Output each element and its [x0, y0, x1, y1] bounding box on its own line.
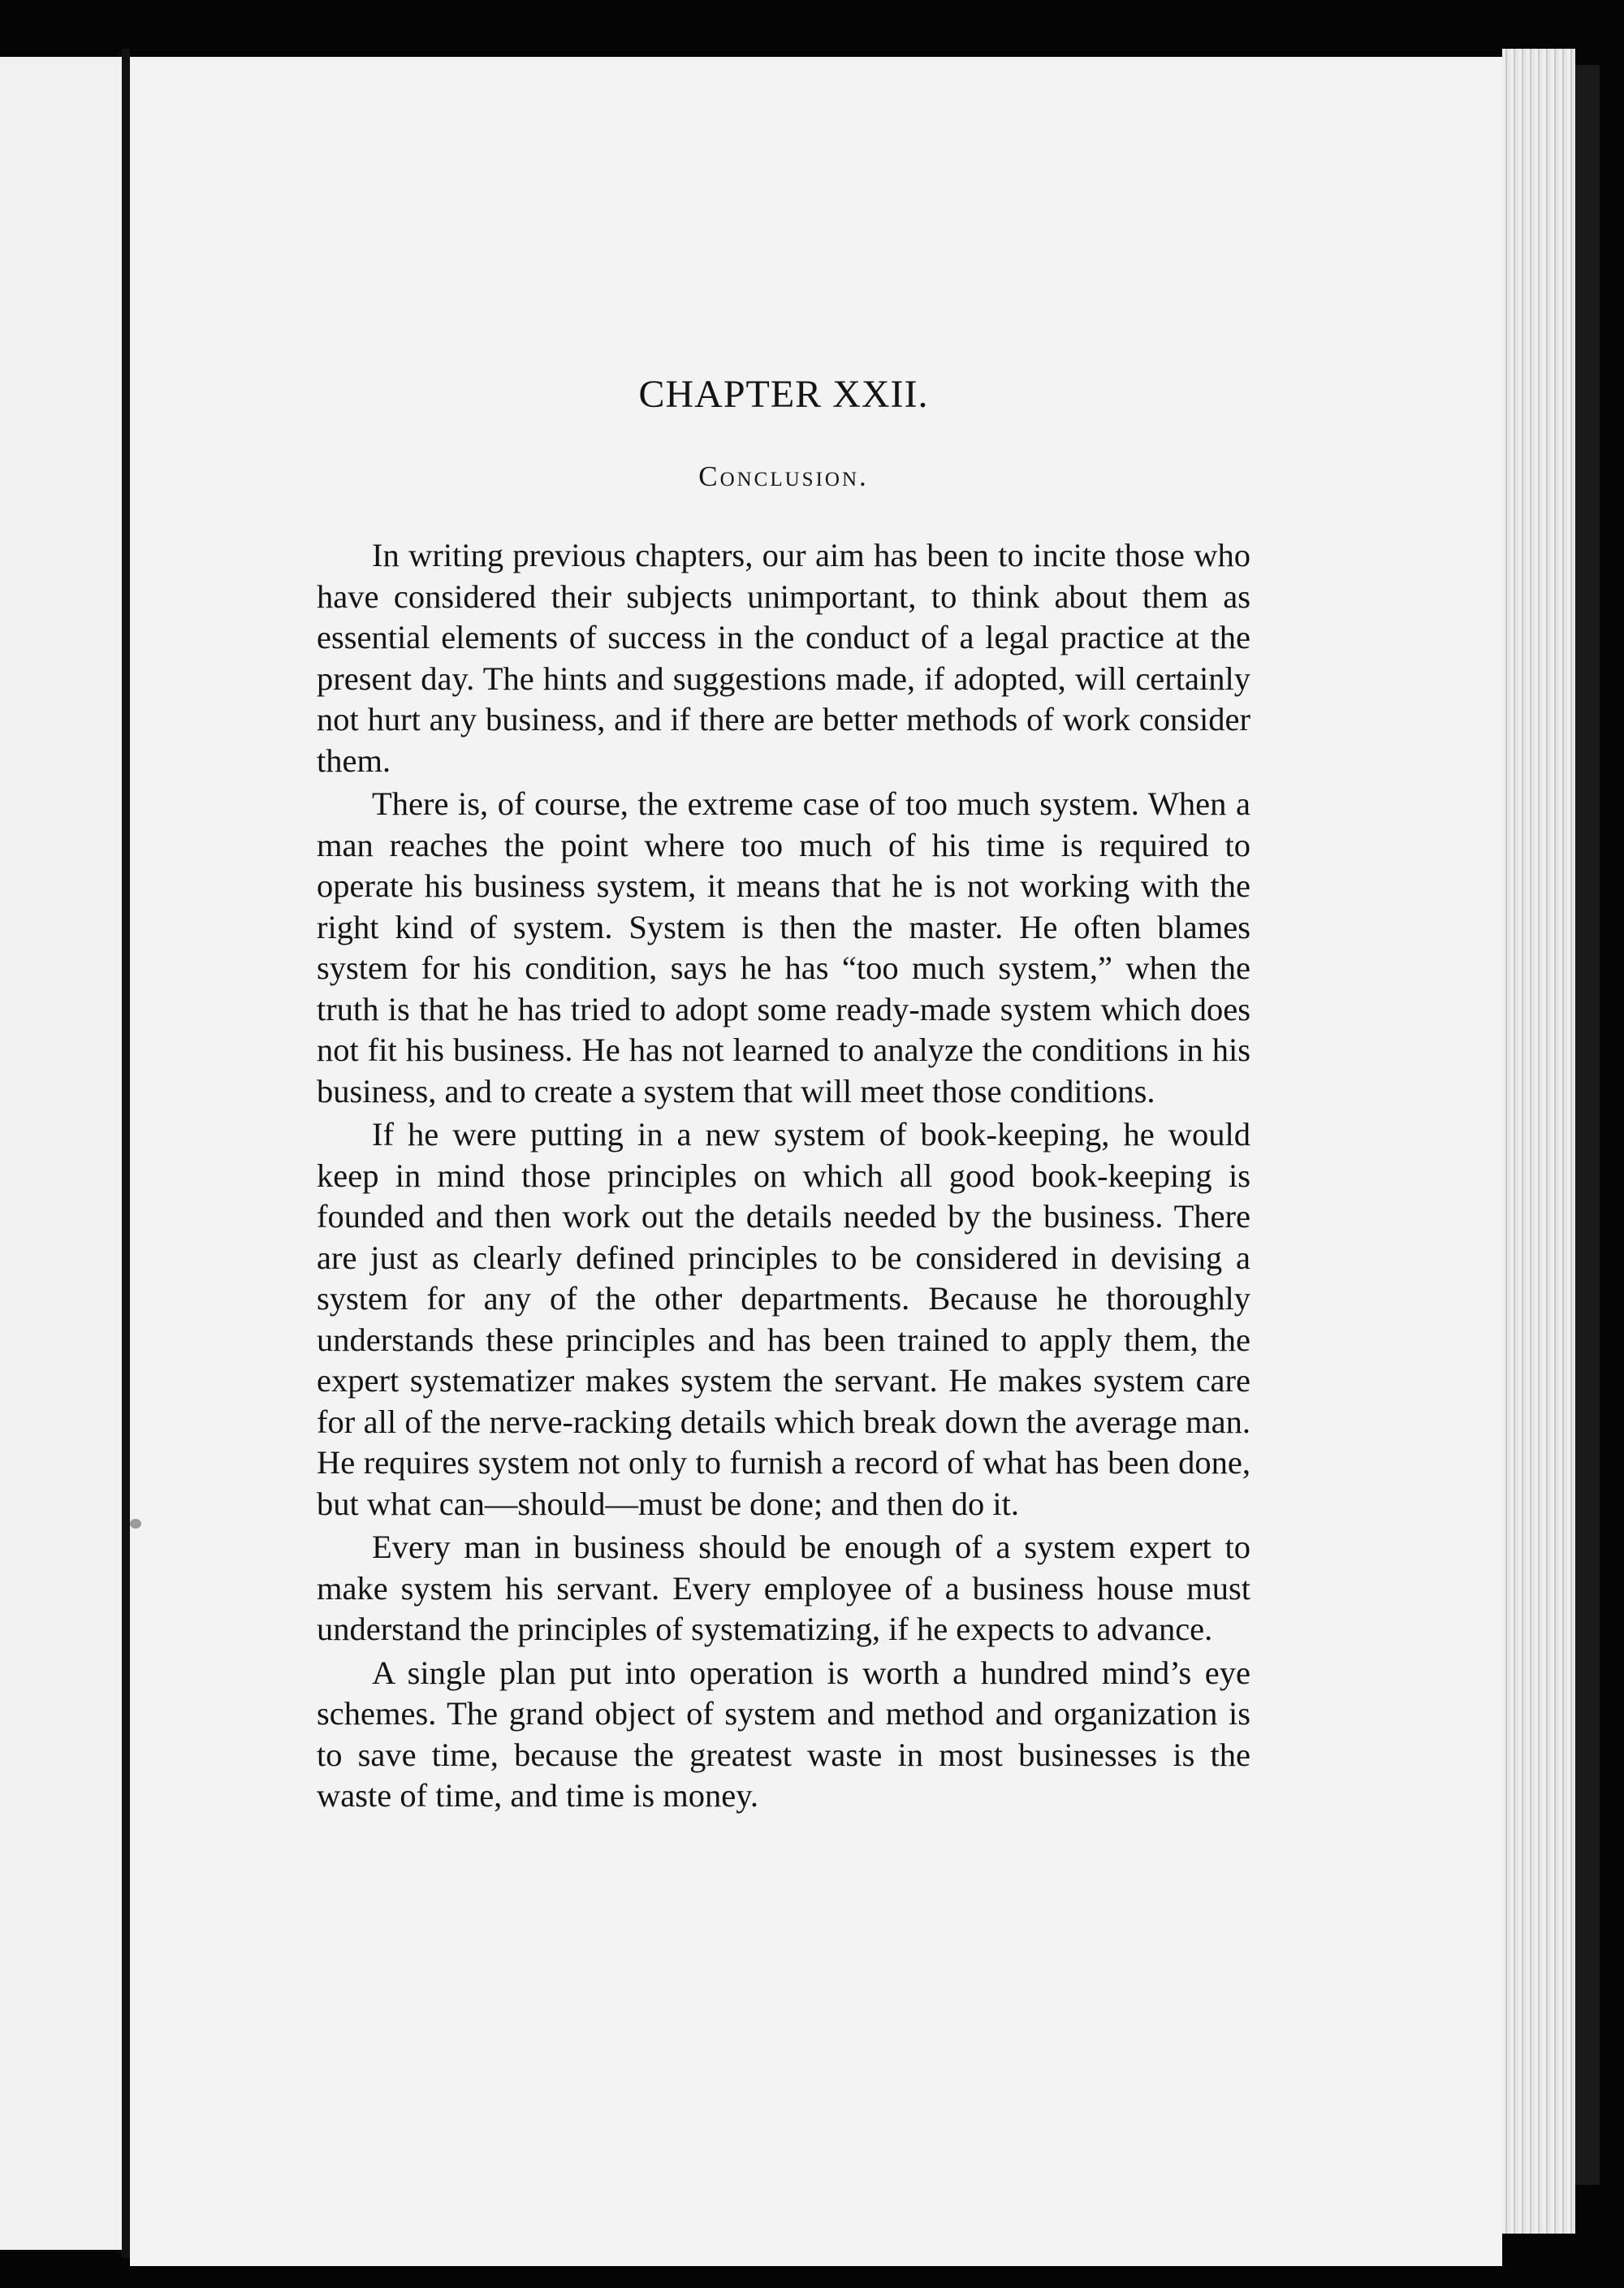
paragraph: If he were putting in a new system of book-keeping, he would keep in mind those principles on which all good book-keeping is founded and then work out the details needed by the business. There are just as clearly defined principles to be considered in devising a system for any of the other departments. Because he thoroughly understands these principles and has been trained to apply them, the expert systematizer makes system the servant. He makes system care for all of the nerve-racking details which break down the average man. He requires system not only to furnish a record of what has been done, but what can—should—must be done; and then do it. — [317, 1116, 1250, 1522]
chapter-title: CHAPTER XXII. — [638, 373, 929, 416]
paragraph: In writing previous chapters, our aim has been to incite those who have considered their subjects unimportant, to think about them as essential elements of success in the conduct of a legal practice at the present day. The hints and suggestions made, if adopted, will certainly not hurt any business, and if there are better methods of work consider them. — [317, 537, 1250, 779]
paragraph: There is, of course, the extreme case of too much system. When a man reaches the point where too much of his time is required to operate his business system, it means that he is not working with the right kind of system. System is then the master. He often blames system for his condition, says he has “too much system,” when the truth is that he has tried to adopt some ready-made system which does not fit his business. He has not learned to analyze the conditions in his business, and to create a system that will meet those conditions. — [317, 785, 1250, 1109]
scan-speck — [130, 1519, 141, 1529]
facing-page-edge — [0, 57, 122, 2250]
book-gutter — [122, 49, 130, 2258]
section-title: Conclusion. — [698, 461, 869, 492]
paragraph: Every man in business should be enough of a system expert to make system his servant. Every employee of a business house must understand the principles of systematizing, if he expects to advance. — [317, 1529, 1250, 1647]
page-stack-edge — [1502, 49, 1575, 2234]
paragraph: A single plan put into operation is worth a hundred mind’s eye schemes. The grand object of system and method and organization is to save time, because the greatest waste in most businesses is the waste of time, and time is money. — [317, 1654, 1250, 1814]
scan-border — [1575, 65, 1600, 2185]
page-text — [317, 372, 1250, 1817]
